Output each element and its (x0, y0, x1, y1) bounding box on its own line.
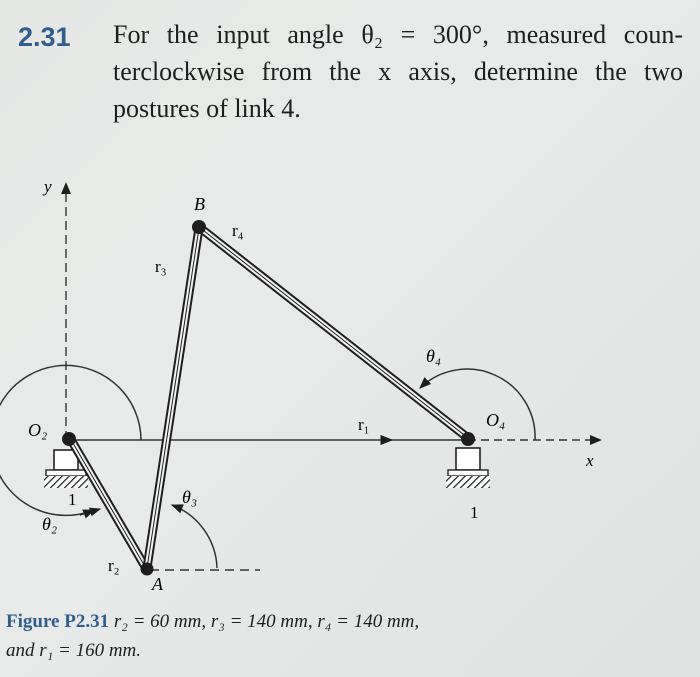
x-axis-label: x (586, 451, 594, 470)
y-axis-arrowhead (61, 182, 71, 194)
r2-vector-arrow (80, 509, 100, 515)
joint-o2 (62, 432, 76, 446)
r3-label: r₃ (155, 257, 167, 276)
problem-line-3: postures of link 4. (113, 94, 301, 123)
ground-support-o4 (446, 448, 490, 488)
r1-label: r₁ (358, 415, 370, 434)
r2-label: r₂ (108, 556, 120, 575)
link-r2 (70, 438, 147, 570)
theta3-label: θ₃ (182, 487, 198, 507)
ground-label-o4: 1 (470, 503, 479, 522)
figure-caption (6, 607, 696, 665)
link-r3 (147, 228, 199, 568)
joint-b (192, 220, 206, 234)
caption-values-line2: and r₁ = 160 mm. (6, 640, 142, 661)
point-label-b: B (194, 194, 205, 214)
point-label-a: A (152, 574, 163, 594)
x-axis-arrowhead (590, 435, 602, 445)
figure-label: Figure P2.31 (6, 611, 110, 632)
theta2-label: θ₂ (42, 514, 58, 534)
point-label-o2: O₂ (28, 420, 48, 440)
point-label-o4: O₄ (486, 410, 506, 430)
theta4-arc (420, 369, 535, 440)
theta3-arc (172, 505, 217, 568)
y-axis-label: y (44, 177, 52, 196)
caption-values-line1: r₂ = 60 mm, r₃ = 140 mm, r₄ = 140 mm, (113, 611, 420, 632)
theta4-label: θ₄ (426, 346, 442, 366)
problem-number: 2.31 (18, 22, 71, 52)
joint-o4 (461, 432, 475, 446)
problem-line-2: terclockwise from the x axis, determine the two (113, 57, 683, 86)
ground-label-o2: 1 (68, 490, 77, 509)
link-r4 (199, 227, 468, 438)
r4-label: r₄ (232, 221, 244, 240)
problem-line-1: For the input angle θ₂ = 300°, measured coun- (113, 20, 683, 49)
